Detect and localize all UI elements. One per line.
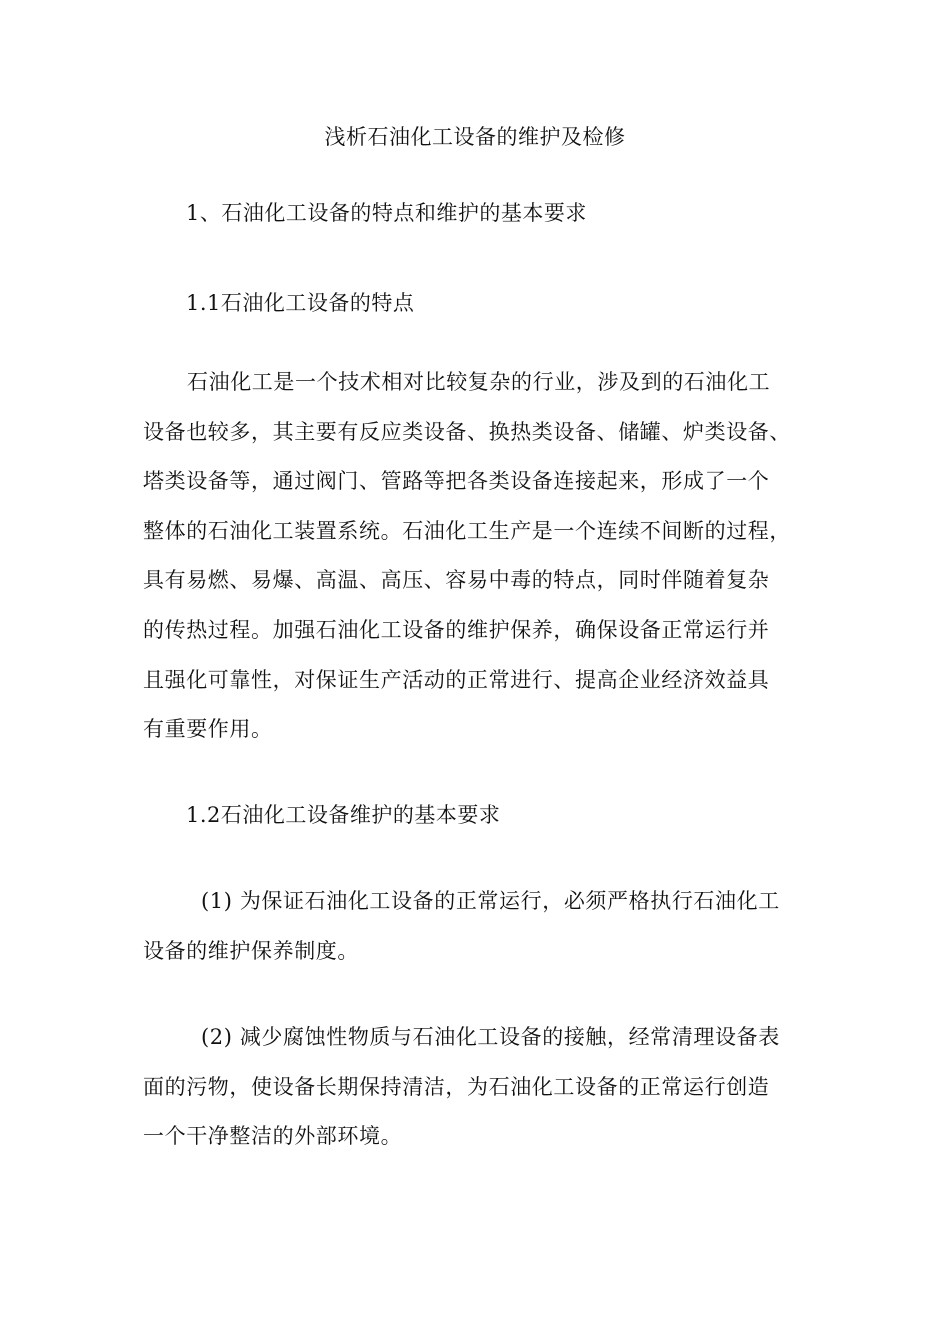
paragraph-line: 具有易燃、易爆、高温、高压、容易中毒的特点，同时伴随着复杂 [143, 568, 770, 593]
paragraph-line: (1) 为保证石油化工设备的正常运行，必须严格执行石油化工 [201, 889, 780, 913]
paragraph-line: 的传热过程。加强石油化工设备的维护保养，确保设备正常运行并 [143, 617, 770, 642]
section-1-1-paragraph [143, 358, 833, 755]
paragraph-line: 设备的维护保养制度。 [143, 938, 359, 963]
paragraph-line: 且强化可靠性，对保证生产活动的正常进行、提高企业经济效益具 [143, 667, 770, 692]
paragraph-line: (2) 减少腐蚀性物质与石油化工设备的接触，经常清理设备表 [201, 1025, 780, 1049]
section-1-heading: 1、石油化工设备的特点和维护的基本要求 [186, 201, 587, 225]
document-title: 浅析石油化工设备的维护及检修 [324, 125, 626, 149]
section-1-1-heading: 1.1石油化工设备的特点 [186, 291, 415, 315]
paragraph-line: 整体的石油化工装置系统。石油化工生产是一个连续不间断的过程， [143, 518, 791, 543]
requirement-item-1 [143, 877, 833, 976]
paragraph-line: 有重要作用。 [143, 717, 273, 742]
paragraph-line: 面的污物，使设备长期保持清洁，为石油化工设备的正常运行创造 [143, 1074, 770, 1099]
paragraph-line: 塔类设备等，通过阀门、管路等把各类设备连接起来，形成了一个 [143, 469, 770, 494]
requirement-item-2 [143, 1013, 833, 1162]
paragraph-line: 一个干净整洁的外部环境。 [143, 1124, 403, 1149]
paragraph-line: 设备也较多，其主要有反应类设备、换热类设备、储罐、炉类设备、 [143, 419, 791, 444]
section-1-2-heading: 1.2石油化工设备维护的基本要求 [186, 803, 501, 827]
paragraph-line: 石油化工是一个技术相对比较复杂的行业，涉及到的石油化工 [187, 370, 771, 394]
